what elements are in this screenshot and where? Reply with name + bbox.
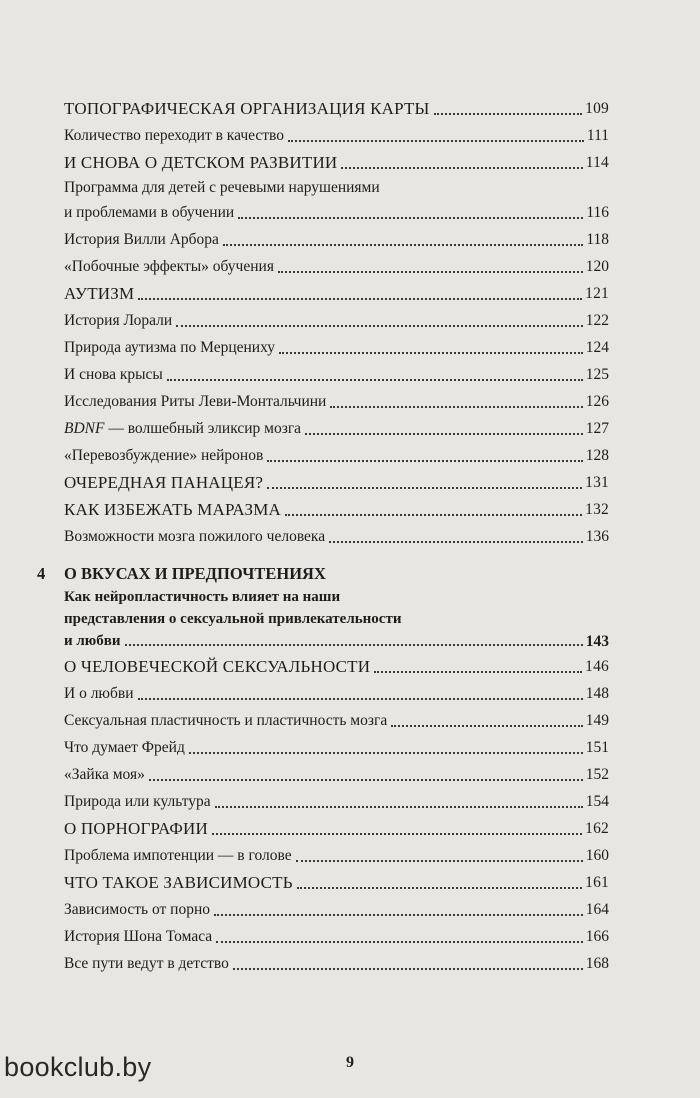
- toc-entry-title: История Вилли Арбора: [64, 231, 219, 248]
- dot-leader: [149, 779, 583, 781]
- toc-entry-line: [64, 334, 609, 361]
- dot-leader: [238, 217, 583, 219]
- toc-page-number: 125: [585, 366, 609, 383]
- toc-page-number: 152: [585, 766, 609, 783]
- chapter-subtitle-line-3: и любви: [64, 633, 121, 649]
- toc-page-number: 136: [585, 528, 609, 545]
- dot-leader: [189, 752, 583, 754]
- toc-entry-title: Природа аутизма по Мерцениху: [64, 339, 276, 356]
- toc-entry-title: И СНОВА О ДЕТСКОМ РАЗВИТИИ: [64, 153, 338, 172]
- toc-entry-title: ТОПОГРАФИЧЕСКАЯ ОРГАНИЗАЦИЯ КАРТЫ: [64, 99, 430, 118]
- toc-entry-title: «Побочные эффекты» обучения: [64, 258, 274, 275]
- chapter-subtitle-last-line: [64, 630, 609, 653]
- toc-page-number: 149: [585, 712, 609, 729]
- toc-entry: [64, 869, 609, 896]
- toc-entry-line: [64, 226, 609, 253]
- toc-entry: [64, 415, 609, 442]
- toc-entry-line: [64, 653, 609, 680]
- dot-leader: [215, 806, 583, 808]
- toc-entry-line: [64, 199, 609, 226]
- dot-leader: [267, 460, 582, 462]
- toc-entry-title: Все пути ведут в детство: [64, 955, 229, 972]
- toc-entry-title: О ЧЕЛОВЕЧЕСКОЙ СЕКСУАЛЬНОСТИ: [64, 657, 371, 676]
- toc-entry-title: Зависимость от порно: [64, 901, 211, 918]
- toc-page-number: 124: [585, 339, 609, 356]
- toc-entry: [64, 653, 609, 680]
- chapter-page-number: 143: [585, 633, 609, 650]
- toc-entry-title: «Зайка моя»: [64, 766, 145, 783]
- dot-leader: [341, 167, 582, 169]
- toc-entry-title: ОЧЕРЕДНАЯ ПАНАЦЕЯ?: [64, 473, 264, 492]
- toc-entry: [64, 761, 609, 788]
- dot-leader: [296, 860, 583, 862]
- toc-page-number: 131: [585, 474, 609, 491]
- page-number-footer: 9: [346, 1054, 354, 1071]
- toc-entry-line: [64, 923, 609, 950]
- toc-entry-line: [64, 815, 609, 842]
- toc-page-number: 154: [585, 793, 609, 810]
- toc-entry: [64, 734, 609, 761]
- toc-entry-line: [64, 869, 609, 896]
- dot-leader: [216, 941, 583, 943]
- dot-leader: [305, 433, 583, 435]
- toc-page-number: 126: [585, 393, 609, 410]
- toc-entry: [64, 226, 609, 253]
- dot-leader: [223, 244, 583, 246]
- chapter-4-heading: [37, 562, 609, 653]
- toc-entry: [64, 815, 609, 842]
- toc-entry-title: История Лорали: [64, 312, 173, 329]
- chapter-number: 4: [37, 564, 46, 583]
- toc-entry-line: [64, 253, 609, 280]
- toc-page-number: 128: [585, 447, 609, 464]
- dot-leader: [267, 487, 582, 489]
- toc-entry-title: Проблема импотенции — в голове: [64, 847, 292, 864]
- toc-entry-line: [64, 149, 609, 176]
- toc-entry-line: [64, 280, 609, 307]
- toc-page-number: 162: [585, 820, 609, 837]
- dot-leader: [329, 541, 583, 543]
- toc-entry: [64, 496, 609, 523]
- dot-leader: [176, 325, 583, 327]
- toc-page-number: 122: [585, 312, 609, 329]
- toc-entry: [64, 950, 609, 977]
- toc-entry-line: [64, 442, 609, 469]
- toc-page-number: 166: [585, 928, 609, 945]
- toc-page-number: 151: [585, 739, 609, 756]
- toc-entry: [64, 923, 609, 950]
- toc-page-number: 160: [585, 847, 609, 864]
- toc-entry: [64, 122, 609, 149]
- dot-leader: [125, 644, 583, 646]
- toc-entry-title: Возможности мозга пожилого человека: [64, 528, 326, 545]
- toc-page-number: 118: [586, 231, 609, 248]
- toc-entry: [64, 307, 609, 334]
- toc-entry-line: [64, 761, 609, 788]
- chapter-subtitle-line-1: Как нейропластичность влияет на наши: [64, 589, 341, 605]
- toc-entry-title: АУТИЗМ: [64, 284, 135, 303]
- toc-entry-title-line-1: Программа для детей с речевыми нарушениями: [64, 179, 380, 196]
- toc-entry: [64, 334, 609, 361]
- toc-entry-line: [64, 734, 609, 761]
- toc-entries-part-1: [64, 95, 609, 550]
- toc-entry-title: История Шона Томаса: [64, 928, 213, 945]
- toc-entry-title: И снова крысы: [64, 366, 163, 383]
- dot-leader: [278, 271, 583, 273]
- toc-entry: [64, 95, 609, 122]
- toc-entry: [64, 149, 609, 176]
- toc-entry-title: КАК ИЗБЕЖАТЬ МАРАЗМА: [64, 500, 281, 519]
- toc-entry-line: [64, 496, 609, 523]
- dot-leader: [233, 968, 583, 970]
- toc-entry-title: «Перевозбуждение» нейронов: [64, 447, 264, 464]
- dot-leader: [214, 914, 583, 916]
- toc-entry-line: [64, 361, 609, 388]
- toc-entry: [64, 680, 609, 707]
- toc-entry-line: [64, 469, 609, 496]
- toc-entry-title: Сексуальная пластичность и пластичность мозга: [64, 712, 388, 729]
- toc-entry: [64, 523, 609, 550]
- toc-entry-line: [64, 896, 609, 923]
- toc-page-number: 168: [585, 955, 609, 972]
- toc-entry-line: [64, 415, 609, 442]
- dot-leader: [138, 298, 582, 300]
- toc-entry-title: И о любви: [64, 685, 134, 702]
- toc-page-number: 148: [585, 685, 609, 702]
- toc-entry: [64, 176, 609, 226]
- toc-entry-line: [64, 307, 609, 334]
- toc-page-number: 121: [585, 285, 609, 302]
- toc-entry-line: [64, 707, 609, 734]
- toc-page-number: 127: [585, 420, 609, 437]
- toc-entry-line: [64, 788, 609, 815]
- toc-entry-title: О ПОРНОГРАФИИ: [64, 819, 208, 838]
- dot-leader: [374, 671, 582, 673]
- dot-leader: [138, 698, 583, 700]
- dot-leader: [167, 379, 583, 381]
- toc-entry-title: ЧТО ТАКОЕ ЗАВИСИМОСТЬ: [64, 873, 293, 892]
- dot-leader: [297, 887, 582, 889]
- toc-entry-line: [64, 950, 609, 977]
- toc-entry-title-rest: — волшебный эликсир мозга: [104, 420, 302, 437]
- dot-leader: [330, 406, 582, 408]
- toc-entry: [64, 388, 609, 415]
- toc-page-number: 164: [585, 901, 609, 918]
- toc-entry: [64, 469, 609, 496]
- toc-entries-part-2: [64, 653, 609, 977]
- dot-leader: [279, 352, 583, 354]
- toc-entry: [64, 788, 609, 815]
- chapter-title: О ВКУСАХ И ПРЕДПОЧТЕНИЯХ: [64, 564, 326, 583]
- toc-entry: [64, 442, 609, 469]
- toc-entry: [64, 361, 609, 388]
- table-of-contents: [37, 95, 609, 977]
- toc-entry-line: [64, 680, 609, 707]
- toc-page-number: 116: [586, 204, 609, 221]
- dot-leader: [391, 725, 583, 727]
- toc-entry-line: [64, 842, 609, 869]
- toc-entry: [64, 280, 609, 307]
- toc-page-number: 111: [586, 127, 609, 144]
- toc-entry-title: Количество переходит в качество: [64, 127, 285, 144]
- dot-leader: [285, 514, 582, 516]
- toc-entry-title: Природа или культура: [64, 793, 211, 810]
- toc-entry: [64, 707, 609, 734]
- watermark-logo: bookclub.by: [4, 1052, 152, 1082]
- toc-entry-title: и проблемами в обучении: [64, 204, 235, 221]
- toc-page-number: 120: [585, 258, 609, 275]
- toc-entry: [64, 896, 609, 923]
- toc-entry-line: [64, 388, 609, 415]
- toc-entry-title: Что думает Фрейд: [64, 739, 185, 756]
- toc-entry-line: [64, 122, 609, 149]
- toc-page-number: 146: [585, 658, 609, 675]
- toc-page-number: 114: [585, 154, 609, 171]
- toc-entry-title: Исследования Риты Леви-Монтальчини: [64, 393, 327, 410]
- toc-entry: [64, 253, 609, 280]
- dot-leader: [434, 113, 583, 115]
- dot-leader: [288, 140, 584, 142]
- toc-entry-title-emphasis: BDNF: [64, 420, 105, 437]
- toc-page-number: 109: [585, 100, 609, 117]
- toc-page-number: 132: [585, 501, 609, 518]
- toc-entry-title: [64, 415, 301, 442]
- chapter-subtitle-line-2: представления о сексуальной привлекательности: [64, 611, 402, 627]
- toc-entry: [64, 842, 609, 869]
- dot-leader: [212, 833, 582, 835]
- toc-entry-line: [64, 523, 609, 550]
- toc-entry-line: [64, 95, 609, 122]
- toc-page-number: 161: [585, 874, 609, 891]
